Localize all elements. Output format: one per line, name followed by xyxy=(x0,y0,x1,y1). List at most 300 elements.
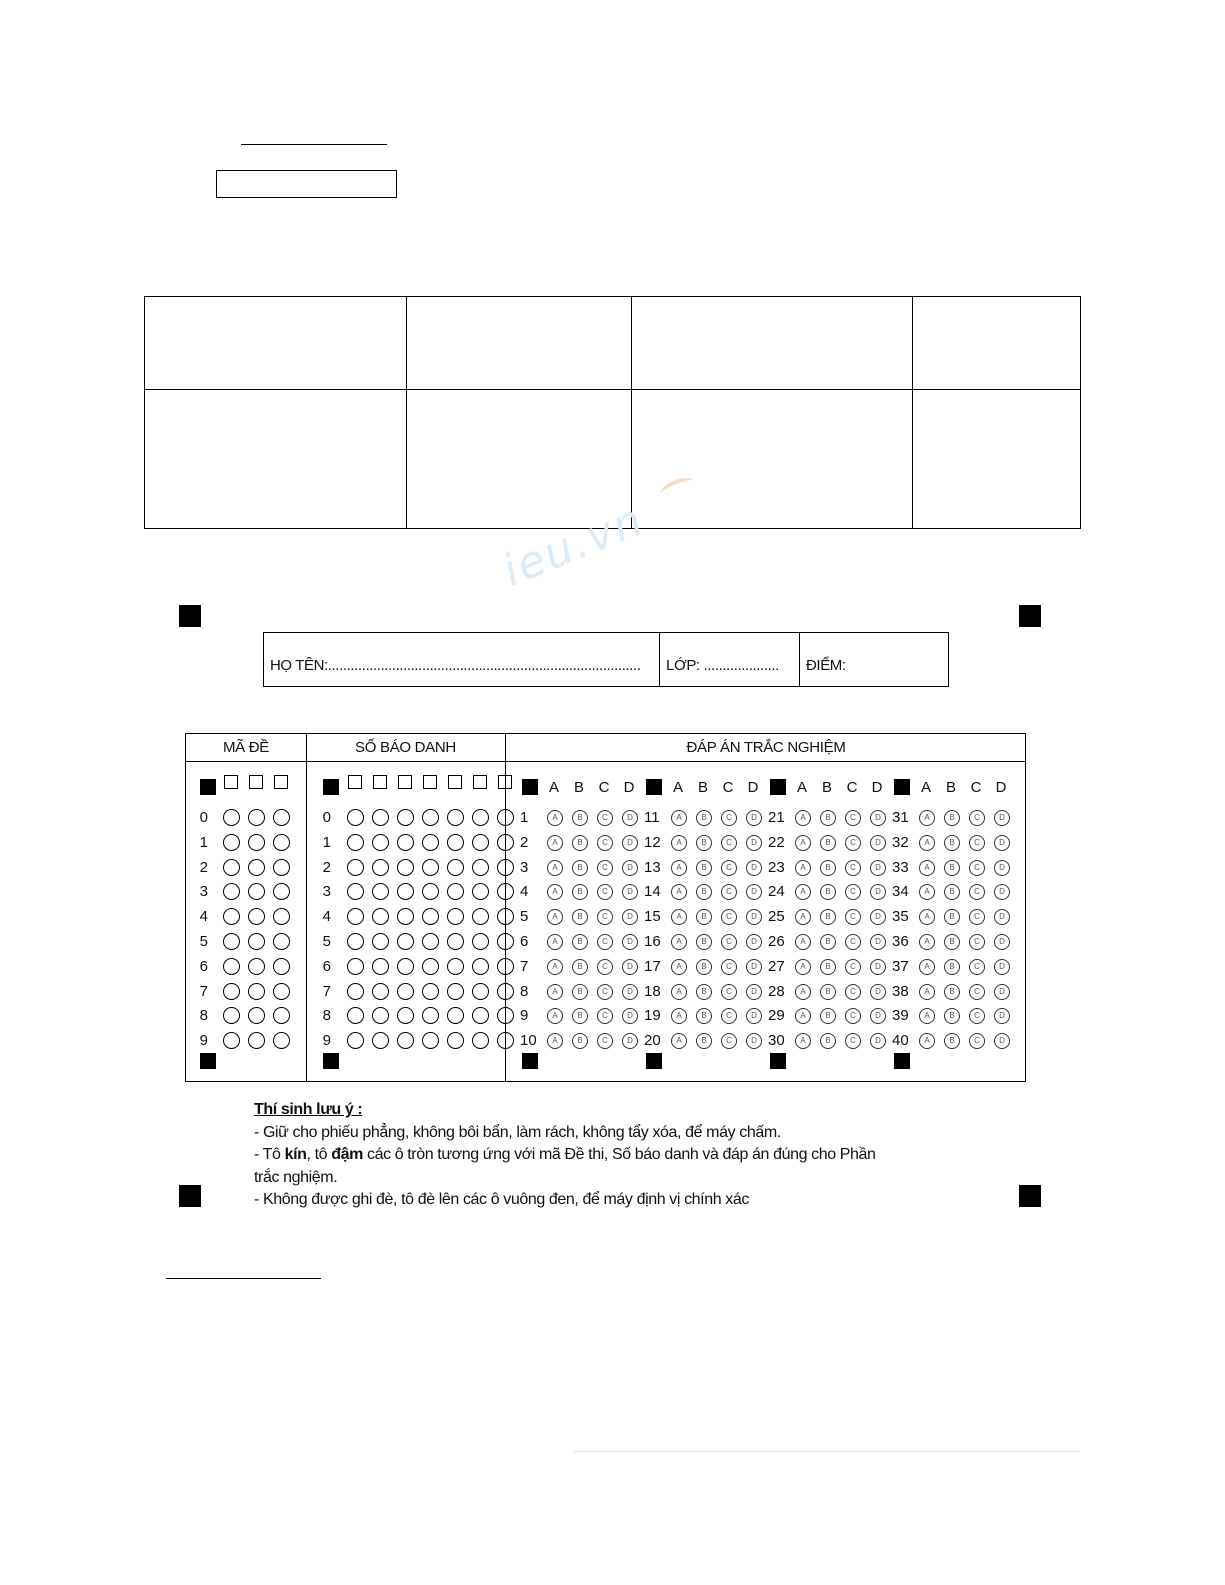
answer-bubble-d[interactable]: D xyxy=(870,835,886,851)
candidate-number-bubble[interactable] xyxy=(397,908,414,925)
answer-bubble-d[interactable]: D xyxy=(746,810,762,826)
answer-bubble-c[interactable]: C xyxy=(597,860,613,876)
question-number: 24 xyxy=(768,883,785,901)
exam-code-bubble[interactable] xyxy=(248,859,265,876)
question-number: 27 xyxy=(768,957,785,975)
candidate-number-bubble[interactable] xyxy=(472,809,489,826)
answer-bubble-a[interactable]: A xyxy=(671,810,687,826)
answer-bubble-a[interactable]: A xyxy=(671,909,687,925)
answer-bubble-d[interactable]: D xyxy=(746,909,762,925)
answer-bubble-b[interactable]: B xyxy=(572,884,588,900)
exam-code-bubble[interactable] xyxy=(223,908,240,925)
answer-bubble-d[interactable]: D xyxy=(870,959,886,975)
answer-bubble-a[interactable]: A xyxy=(795,835,811,851)
answer-bubble-d[interactable]: D xyxy=(746,934,762,950)
candidate-number-bubble[interactable] xyxy=(372,958,389,975)
candidate-number-bubble[interactable] xyxy=(447,983,464,1000)
candidate-number-bubble[interactable] xyxy=(347,908,364,925)
answer-bubble-d[interactable]: D xyxy=(870,984,886,1000)
exam-code-bubble[interactable] xyxy=(273,933,290,950)
answer-bubble-a[interactable]: A xyxy=(919,984,935,1000)
candidate-number-bubble[interactable] xyxy=(497,933,514,950)
answer-bubble-c[interactable]: C xyxy=(721,1008,737,1024)
exam-code-bubble[interactable] xyxy=(248,1007,265,1024)
candidate-number-bubble[interactable] xyxy=(447,883,464,900)
exam-code-bubble[interactable] xyxy=(273,1007,290,1024)
answer-bubble-a[interactable]: A xyxy=(795,1008,811,1024)
candidate-number-bubble[interactable] xyxy=(347,859,364,876)
answer-bubble-b[interactable]: B xyxy=(572,909,588,925)
answer-bubble-a[interactable]: A xyxy=(919,909,935,925)
exam-code-bubble[interactable] xyxy=(273,834,290,851)
answer-bubble-c[interactable]: C xyxy=(597,984,613,1000)
answer-bubble-b[interactable]: B xyxy=(572,810,588,826)
exam-code-bubble[interactable] xyxy=(248,933,265,950)
answer-bubble-b[interactable]: B xyxy=(820,810,836,826)
answer-bubble-b[interactable]: B xyxy=(944,835,960,851)
answer-bubble-a[interactable]: A xyxy=(547,860,563,876)
answer-bubble-a[interactable]: A xyxy=(547,1033,563,1049)
code-digit-box[interactable] xyxy=(249,775,263,789)
answer-bubble-a[interactable]: A xyxy=(919,959,935,975)
candidate-number-bubble[interactable] xyxy=(422,1007,439,1024)
answer-bubble-a[interactable]: A xyxy=(919,934,935,950)
exam-code-bubble[interactable] xyxy=(273,809,290,826)
candidate-number-bubble[interactable] xyxy=(472,859,489,876)
answer-bubble-c[interactable]: C xyxy=(597,1033,613,1049)
answer-bubble-a[interactable]: A xyxy=(547,884,563,900)
corner-marker-bottom-left xyxy=(179,1185,201,1207)
exam-code-bubble[interactable] xyxy=(223,809,240,826)
candidate-number-bubble[interactable] xyxy=(372,1032,389,1049)
candidate-number-bubble[interactable] xyxy=(497,859,514,876)
question-number: 23 xyxy=(768,858,785,876)
candidate-number-bubble[interactable] xyxy=(422,908,439,925)
answer-bubble-d[interactable]: D xyxy=(746,1008,762,1024)
answer-bubble-c[interactable]: C xyxy=(721,810,737,826)
candidate-number-bubble[interactable] xyxy=(422,883,439,900)
answer-bubble-c[interactable]: C xyxy=(721,984,737,1000)
exam-code-bubble[interactable] xyxy=(273,958,290,975)
answer-bubble-c[interactable]: C xyxy=(845,810,861,826)
answer-bubble-d[interactable]: D xyxy=(870,860,886,876)
question-number: 1 xyxy=(520,809,529,826)
answer-bubble-d[interactable]: D xyxy=(622,1008,638,1024)
candidate-number-bubble[interactable] xyxy=(447,859,464,876)
answer-bubble-c[interactable]: C xyxy=(845,934,861,950)
answer-bubble-d[interactable]: D xyxy=(994,835,1010,851)
candidate-number-bubble[interactable] xyxy=(422,859,439,876)
answer-bubble-c[interactable]: C xyxy=(969,984,985,1000)
answer-bubble-c[interactable]: C xyxy=(969,835,985,851)
answer-bubble-c[interactable]: C xyxy=(721,1033,737,1049)
answer-bubble-b[interactable]: B xyxy=(944,1033,960,1049)
digit-label: 9 xyxy=(322,1032,331,1050)
answer-bubble-a[interactable]: A xyxy=(671,1008,687,1024)
exam-code-bubble[interactable] xyxy=(223,1007,240,1024)
answer-bubble-c[interactable]: C xyxy=(845,984,861,1000)
answer-bubble-d[interactable]: D xyxy=(622,884,638,900)
candidate-number-bubble[interactable] xyxy=(497,883,514,900)
candidate-number-bubble[interactable] xyxy=(472,883,489,900)
answer-bubble-c[interactable]: C xyxy=(721,909,737,925)
candidate-number-bubble[interactable] xyxy=(497,809,514,826)
answer-bubble-c[interactable]: C xyxy=(845,1008,861,1024)
exam-code-bubble[interactable] xyxy=(273,983,290,1000)
answer-bubble-d[interactable]: D xyxy=(746,884,762,900)
exam-code-header: MÃ ĐỀ xyxy=(222,739,269,756)
question-number: 22 xyxy=(768,833,785,851)
note-line-2 xyxy=(254,1144,934,1167)
answer-bubble-b[interactable]: B xyxy=(944,959,960,975)
candidate-number-bubble[interactable] xyxy=(422,1032,439,1049)
answer-bubble-a[interactable]: A xyxy=(671,984,687,1000)
answer-bubble-c[interactable]: C xyxy=(597,934,613,950)
exam-code-bubble[interactable] xyxy=(248,883,265,900)
question-number: 37 xyxy=(892,957,909,975)
answer-bubble-b[interactable]: B xyxy=(696,860,712,876)
exam-code-bubble[interactable] xyxy=(223,834,240,851)
answer-bubble-b[interactable]: B xyxy=(944,984,960,1000)
candidate-number-bubble[interactable] xyxy=(472,908,489,925)
exam-code-bubble[interactable] xyxy=(248,958,265,975)
answer-bubble-b[interactable]: B xyxy=(572,984,588,1000)
candidate-number-bubble[interactable] xyxy=(372,859,389,876)
answer-bubble-c[interactable]: C xyxy=(597,835,613,851)
candidate-number-bubble[interactable] xyxy=(397,933,414,950)
answer-bubble-d[interactable]: D xyxy=(870,1008,886,1024)
answer-bubble-d[interactable]: D xyxy=(746,1033,762,1049)
exam-code-bubble[interactable] xyxy=(273,1032,290,1049)
candidate-digit-box[interactable] xyxy=(348,775,362,789)
answer-bubble-c[interactable]: C xyxy=(845,909,861,925)
answer-bubble-b[interactable]: B xyxy=(696,959,712,975)
answer-bubble-a[interactable]: A xyxy=(547,810,563,826)
candidate-number-bubble[interactable] xyxy=(447,958,464,975)
answer-bubble-a[interactable]: A xyxy=(671,934,687,950)
answer-bubble-a[interactable]: A xyxy=(671,959,687,975)
answer-bubble-d[interactable]: D xyxy=(870,909,886,925)
answer-bubble-b[interactable]: B xyxy=(820,984,836,1000)
answer-bubble-b[interactable]: B xyxy=(944,934,960,950)
candidate-number-bubble[interactable] xyxy=(397,859,414,876)
answer-bubble-c[interactable]: C xyxy=(721,884,737,900)
answer-bubble-b[interactable]: B xyxy=(696,1033,712,1049)
exam-code-bubble[interactable] xyxy=(223,883,240,900)
choice-header-b: B xyxy=(945,779,956,796)
answer-bubble-a[interactable]: A xyxy=(795,810,811,826)
candidate-number-bubble[interactable] xyxy=(347,983,364,1000)
candidate-number-bubble[interactable] xyxy=(397,958,414,975)
answer-bubble-d[interactable]: D xyxy=(994,1033,1010,1049)
answer-bubble-c[interactable]: C xyxy=(845,1033,861,1049)
score-field[interactable] xyxy=(800,633,948,686)
answer-bubble-b[interactable]: B xyxy=(696,884,712,900)
answer-bubble-a[interactable]: A xyxy=(547,984,563,1000)
exam-code-bubble[interactable] xyxy=(248,908,265,925)
answer-bubble-b[interactable]: B xyxy=(696,934,712,950)
candidate-number-bubble[interactable] xyxy=(472,1032,489,1049)
candidate-number-bubble[interactable] xyxy=(472,958,489,975)
candidate-number-bubble[interactable] xyxy=(372,983,389,1000)
answer-bubble-a[interactable]: A xyxy=(919,1033,935,1049)
answer-bubble-c[interactable]: C xyxy=(845,884,861,900)
candidate-number-bubble[interactable] xyxy=(372,883,389,900)
answer-bubble-b[interactable]: B xyxy=(820,1008,836,1024)
answer-bubble-d[interactable]: D xyxy=(622,810,638,826)
candidate-number-bubble[interactable] xyxy=(347,834,364,851)
answer-bubble-c[interactable]: C xyxy=(969,959,985,975)
answer-bubble-d[interactable]: D xyxy=(622,1033,638,1049)
candidate-number-bubble[interactable] xyxy=(497,958,514,975)
candidate-number-bubble[interactable] xyxy=(472,933,489,950)
answer-bubble-b[interactable]: B xyxy=(572,934,588,950)
answer-bubble-a[interactable]: A xyxy=(919,860,935,876)
choice-header-c: C xyxy=(722,779,734,796)
answer-bubble-b[interactable]: B xyxy=(820,934,836,950)
answer-bubble-d[interactable]: D xyxy=(994,984,1010,1000)
answer-bubble-c[interactable]: C xyxy=(721,860,737,876)
answer-bubble-a[interactable]: A xyxy=(795,934,811,950)
answer-bubble-a[interactable]: A xyxy=(671,884,687,900)
candidate-number-bubble[interactable] xyxy=(397,983,414,1000)
exam-code-bubble[interactable] xyxy=(248,809,265,826)
candidate-number-bubble[interactable] xyxy=(397,883,414,900)
candidate-number-bubble[interactable] xyxy=(497,908,514,925)
answer-bubble-a[interactable]: A xyxy=(547,909,563,925)
answer-bubble-d[interactable]: D xyxy=(622,959,638,975)
answer-bubble-a[interactable]: A xyxy=(671,1033,687,1049)
answer-bubble-d[interactable]: D xyxy=(994,934,1010,950)
note-text: - Tô xyxy=(254,1146,285,1163)
class-field[interactable] xyxy=(660,633,800,686)
answer-bubble-a[interactable]: A xyxy=(795,884,811,900)
candidate-number-bubble[interactable] xyxy=(397,809,414,826)
answer-bubble-d[interactable]: D xyxy=(870,1033,886,1049)
answer-bubble-d[interactable]: D xyxy=(622,909,638,925)
candidate-number-bubble[interactable] xyxy=(372,933,389,950)
candidate-number-bubble[interactable] xyxy=(422,834,439,851)
candidate-number-bubble[interactable] xyxy=(497,1032,514,1049)
exam-code-bubble[interactable] xyxy=(248,1032,265,1049)
exam-code-bubble[interactable] xyxy=(273,859,290,876)
candidate-digit-box[interactable] xyxy=(373,775,387,789)
answer-bubble-b[interactable]: B xyxy=(696,909,712,925)
answer-bubble-a[interactable]: A xyxy=(547,835,563,851)
answer-bubble-d[interactable]: D xyxy=(746,835,762,851)
answer-bubble-b[interactable]: B xyxy=(944,884,960,900)
candidate-number-bubble[interactable] xyxy=(347,1007,364,1024)
candidate-number-bubble[interactable] xyxy=(447,933,464,950)
answer-bubble-c[interactable]: C xyxy=(845,835,861,851)
candidate-number-bubble[interactable] xyxy=(497,834,514,851)
answer-bubble-c[interactable]: C xyxy=(845,860,861,876)
answer-bubble-d[interactable]: D xyxy=(622,860,638,876)
answer-bubble-b[interactable]: B xyxy=(696,1008,712,1024)
answer-bubble-b[interactable]: B xyxy=(696,984,712,1000)
answer-bubble-b[interactable]: B xyxy=(820,1033,836,1049)
answer-bubble-d[interactable]: D xyxy=(622,984,638,1000)
answer-bubble-b[interactable]: B xyxy=(944,909,960,925)
answer-bubble-b[interactable]: B xyxy=(944,1008,960,1024)
answer-bubble-a[interactable]: A xyxy=(795,909,811,925)
answer-bubble-c[interactable]: C xyxy=(597,909,613,925)
answer-bubble-a[interactable]: A xyxy=(919,810,935,826)
choice-header-a: A xyxy=(796,779,807,796)
answer-bubble-c[interactable]: C xyxy=(969,810,985,826)
answer-bubble-c[interactable]: C xyxy=(721,835,737,851)
answer-bubble-c[interactable]: C xyxy=(597,884,613,900)
answer-bubble-b[interactable]: B xyxy=(572,1008,588,1024)
answer-bubble-b[interactable]: B xyxy=(572,835,588,851)
answer-bubble-d[interactable]: D xyxy=(746,860,762,876)
corner-marker-top-right xyxy=(1019,605,1041,627)
exam-code-bubble[interactable] xyxy=(248,834,265,851)
answer-bubble-d[interactable]: D xyxy=(870,934,886,950)
candidate-number-bubble[interactable] xyxy=(372,908,389,925)
candidate-number-bubble[interactable] xyxy=(347,809,364,826)
answer-bubble-a[interactable]: A xyxy=(547,959,563,975)
candidate-digit-box[interactable] xyxy=(473,775,487,789)
candidate-number-bubble[interactable] xyxy=(422,933,439,950)
answer-bubble-c[interactable]: C xyxy=(969,860,985,876)
exam-code-bubble[interactable] xyxy=(223,1032,240,1049)
candidate-number-bubble[interactable] xyxy=(472,1007,489,1024)
candidate-number-bubble[interactable] xyxy=(422,983,439,1000)
candidate-number-bubble[interactable] xyxy=(397,1007,414,1024)
answer-bubble-d[interactable]: D xyxy=(994,884,1010,900)
answer-bubble-b[interactable]: B xyxy=(820,860,836,876)
answer-bubble-c[interactable]: C xyxy=(597,959,613,975)
answer-bubble-c[interactable]: C xyxy=(597,810,613,826)
answer-bubble-d[interactable]: D xyxy=(870,884,886,900)
exam-code-bubble[interactable] xyxy=(273,908,290,925)
candidate-number-bubble[interactable] xyxy=(372,834,389,851)
candidate-digit-box[interactable] xyxy=(398,775,412,789)
answer-bubble-d[interactable]: D xyxy=(994,860,1010,876)
answer-bubble-c[interactable]: C xyxy=(969,909,985,925)
digit-label: 0 xyxy=(199,809,208,826)
answer-bubble-b[interactable]: B xyxy=(820,959,836,975)
answer-bubble-d[interactable]: D xyxy=(622,934,638,950)
candidate-number-bubble[interactable] xyxy=(397,1032,414,1049)
exam-code-bubble[interactable] xyxy=(223,933,240,950)
code-digit-box[interactable] xyxy=(224,775,238,789)
answer-bubble-b[interactable]: B xyxy=(696,810,712,826)
exam-code-bubble[interactable] xyxy=(273,883,290,900)
question-number: 25 xyxy=(768,908,785,926)
answer-bubble-d[interactable]: D xyxy=(746,959,762,975)
candidate-number-bubble[interactable] xyxy=(347,958,364,975)
candidate-number-bubble[interactable] xyxy=(447,908,464,925)
digit-label: 9 xyxy=(199,1032,208,1050)
answer-bubble-c[interactable]: C xyxy=(969,1033,985,1049)
digit-label: 6 xyxy=(199,957,208,975)
answer-bubble-b[interactable]: B xyxy=(944,810,960,826)
candidate-digit-box[interactable] xyxy=(423,775,437,789)
candidate-number-bubble[interactable] xyxy=(347,1032,364,1049)
answer-bubble-a[interactable]: A xyxy=(919,884,935,900)
answer-bubble-c[interactable]: C xyxy=(721,934,737,950)
candidate-digit-box[interactable] xyxy=(448,775,462,789)
note-line-2-cont: trắc nghiệm. xyxy=(254,1168,338,1186)
exam-code-bubble[interactable] xyxy=(223,859,240,876)
answer-bubble-a[interactable]: A xyxy=(919,1008,935,1024)
answer-bubble-a[interactable]: A xyxy=(795,984,811,1000)
answer-sheet xyxy=(185,733,1026,1082)
candidate-number-bubble[interactable] xyxy=(347,883,364,900)
candidate-number-bubble[interactable] xyxy=(347,933,364,950)
answer-bubble-a[interactable]: A xyxy=(547,934,563,950)
answer-bubble-b[interactable]: B xyxy=(820,884,836,900)
grid-cell xyxy=(407,297,632,390)
answer-bubble-b[interactable]: B xyxy=(820,909,836,925)
answer-bubble-d[interactable]: D xyxy=(622,835,638,851)
candidate-number-bubble[interactable] xyxy=(497,1007,514,1024)
answer-bubble-a[interactable]: A xyxy=(671,835,687,851)
candidate-number-bubble[interactable] xyxy=(422,809,439,826)
candidate-number-bubble[interactable] xyxy=(472,983,489,1000)
answer-bubble-b[interactable]: B xyxy=(572,860,588,876)
candidate-number-bubble[interactable] xyxy=(447,1007,464,1024)
exam-code-bubble[interactable] xyxy=(223,958,240,975)
candidate-number-bubble[interactable] xyxy=(397,834,414,851)
question-number: 12 xyxy=(644,833,661,851)
answer-bubble-b[interactable]: B xyxy=(944,860,960,876)
info-grid xyxy=(144,296,1081,529)
candidate-digit-box[interactable] xyxy=(498,775,512,789)
answer-bubble-d[interactable]: D xyxy=(870,810,886,826)
answer-bubble-d[interactable]: D xyxy=(994,909,1010,925)
choice-header-d: D xyxy=(623,779,635,796)
answer-bubble-a[interactable]: A xyxy=(671,860,687,876)
answer-bubble-c[interactable]: C xyxy=(597,1008,613,1024)
answer-bubble-b[interactable]: B xyxy=(572,959,588,975)
answer-bubble-c[interactable]: C xyxy=(969,934,985,950)
digit-label: 3 xyxy=(322,883,331,901)
answer-bubble-c[interactable]: C xyxy=(969,1008,985,1024)
answer-bubble-a[interactable]: A xyxy=(795,1033,811,1049)
name-field[interactable] xyxy=(264,633,660,686)
answer-bubble-c[interactable]: C xyxy=(969,884,985,900)
candidate-number-bubble[interactable] xyxy=(447,809,464,826)
candidate-number-bubble[interactable] xyxy=(497,983,514,1000)
exam-code-bubble[interactable] xyxy=(223,983,240,1000)
answer-bubble-d[interactable]: D xyxy=(994,1008,1010,1024)
candidate-number-bubble[interactable] xyxy=(447,834,464,851)
candidate-number-bubble[interactable] xyxy=(472,834,489,851)
answer-bubble-b[interactable]: B xyxy=(572,1033,588,1049)
exam-code-bubble[interactable] xyxy=(248,983,265,1000)
answer-bubble-a[interactable]: A xyxy=(919,835,935,851)
answer-bubble-a[interactable]: A xyxy=(795,860,811,876)
candidate-number-bubble[interactable] xyxy=(372,809,389,826)
answer-bubble-c[interactable]: C xyxy=(721,959,737,975)
answer-bubble-b[interactable]: B xyxy=(696,835,712,851)
answer-bubble-d[interactable]: D xyxy=(994,959,1010,975)
candidate-number-bubble[interactable] xyxy=(447,1032,464,1049)
answer-bubble-c[interactable]: C xyxy=(845,959,861,975)
answer-bubble-d[interactable]: D xyxy=(746,984,762,1000)
answer-bubble-b[interactable]: B xyxy=(820,835,836,851)
answer-bubble-a[interactable]: A xyxy=(547,1008,563,1024)
code-digit-box[interactable] xyxy=(274,775,288,789)
watermark: ieu.vn xyxy=(495,494,652,597)
candidate-number-bubble[interactable] xyxy=(422,958,439,975)
answer-bubble-d[interactable]: D xyxy=(994,810,1010,826)
answer-bubble-a[interactable]: A xyxy=(795,959,811,975)
candidate-number-bubble[interactable] xyxy=(372,1007,389,1024)
